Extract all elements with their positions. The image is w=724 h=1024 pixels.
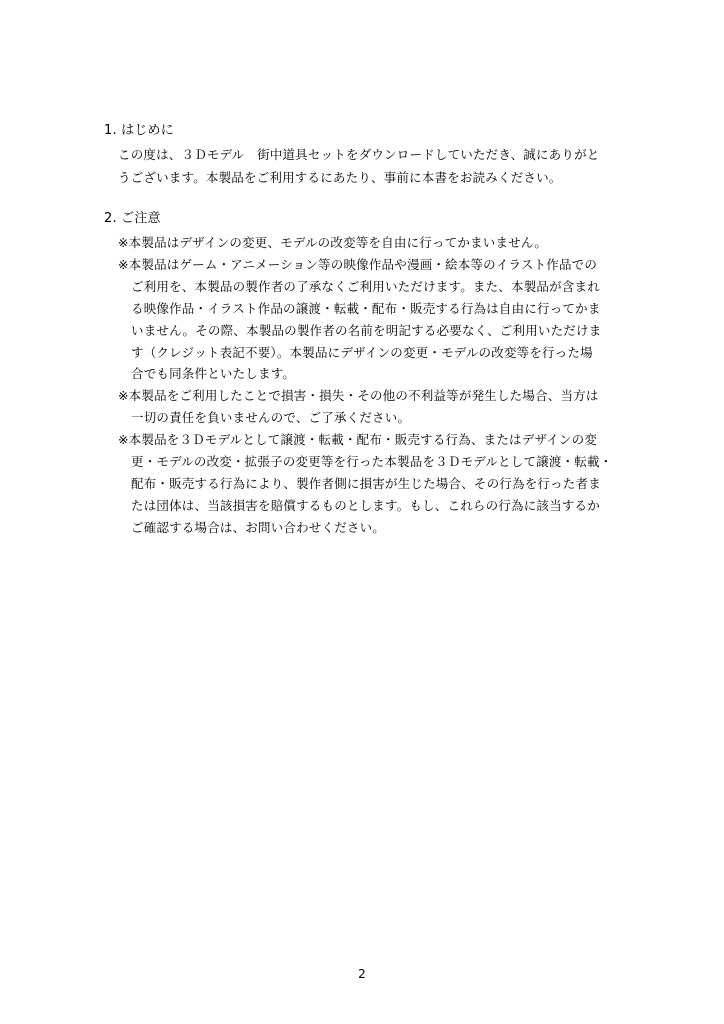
page-number: 2 — [358, 967, 366, 981]
note-2-line: ご利用を、本製品の製作者の了承なくご利用いただけます。また、本製品が含まれ — [131, 279, 600, 294]
note-2-line: る映像作品・イラスト作品の譲渡・転載・配布・販売する行為は自由に行ってかま — [131, 301, 601, 316]
note-2-line: す（クレジット表記不要）。本製品にデザインの変更・モデルの改変等を行った場 — [131, 345, 593, 360]
note-4-line: 配布・販売する行為により、製作者側に損害が生じた場合、その行為を行った者ま — [131, 476, 601, 491]
note-3-line: ※本製品をご利用したことで損害・損失・その他の不利益等が発生した場合、当方は — [118, 388, 599, 403]
section-1-heading: 1. はじめに — [104, 123, 174, 138]
note-3-line: 一切の責任を負いませんので、ご了承ください。 — [131, 410, 411, 425]
note-2-line: いません。その際、本製品の製作者の名前を明記する必要なく、ご利用いただけま — [131, 323, 602, 338]
note-4-line: たは団体は、当該損害を賠償するものとします。もし、これらの行為に該当するか — [131, 498, 600, 513]
section-2-heading: 2. ご注意 — [104, 211, 161, 226]
section-1-line: うございます。本製品をご利用するにあたり、事前に本書をお読みください。 — [118, 170, 562, 185]
note-1-line: ※本製品はデザインの変更、モデルの改変等を自由に行ってかまいません。 — [118, 235, 548, 250]
section-1-line: この度は、３Ｄモデル 街中道具セットをダウンロードしていただき、誠にありがと — [118, 147, 600, 162]
note-4-line: ※本製品を３Ｄモデルとして譲渡・転載・配布・販売する行為、またはデザインの変 — [118, 432, 598, 447]
note-4-line: 更・モデルの改変・拡張子の変更等を行った本製品を３Ｄモデルとして譲渡・転載・ — [131, 454, 613, 469]
note-4-line: ご確認する場合は、お問い合わせください。 — [131, 520, 386, 535]
note-2-line: 合でも同条件といたします。 — [131, 366, 296, 381]
note-2-line: ※本製品はゲーム・アニメーション等の映像作品や漫画・絵本等のイラスト作品での — [118, 257, 598, 272]
